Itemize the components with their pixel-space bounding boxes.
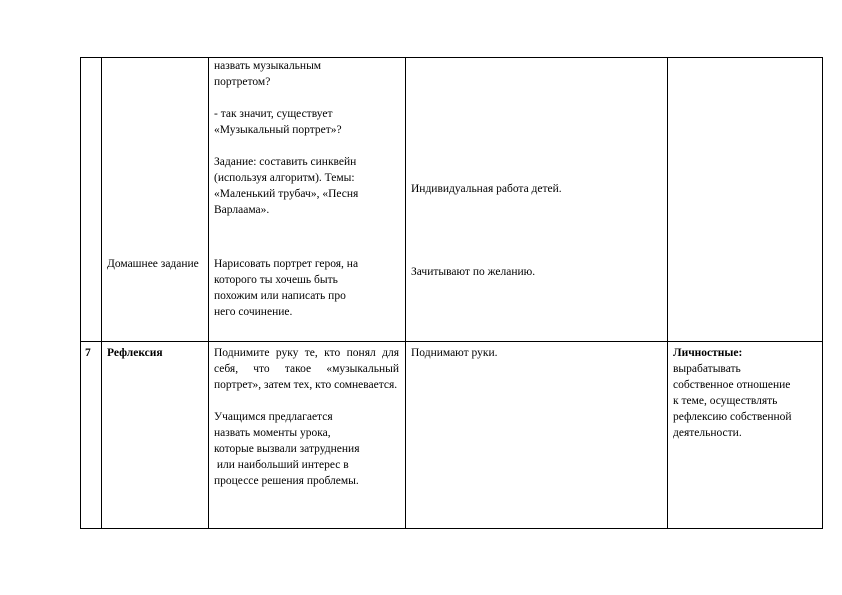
text-line: назвать музыкальным xyxy=(214,60,322,72)
stage-reflection-label: Рефлексия xyxy=(107,347,163,359)
student-reflection-text: Поднимают руки. xyxy=(411,347,498,359)
teacher-activity-cell xyxy=(209,58,406,342)
text-line: назвать моменты урока, xyxy=(214,427,331,439)
stage-homework-label: Домашнее задание xyxy=(107,258,199,270)
text-line: процессе решения проблемы. xyxy=(214,475,359,487)
text-line: которые вызвали затруднения xyxy=(214,443,360,455)
text-line: к теме, осуществлять xyxy=(673,395,778,407)
row-number: 7 xyxy=(85,347,91,359)
row-number-cell xyxy=(81,342,102,529)
teacher-reflection-text: Поднимите руку те, кто понял для себя, что такое «музыкальный портрет», затем тех, кто сомневается. xyxy=(214,347,399,391)
text-line: «Музыкальный портрет»? xyxy=(214,124,342,136)
outcomes-title: Личностные: xyxy=(673,347,743,359)
teacher-activity-cell xyxy=(209,342,406,529)
outcomes-text xyxy=(668,58,822,341)
row-number xyxy=(81,58,101,341)
text-line: Задание: составить синквейн xyxy=(214,156,357,168)
text-line: Варлаама». xyxy=(214,204,270,216)
text-line: Нарисовать портрет героя, на xyxy=(214,258,359,270)
text-line: него сочинение. xyxy=(214,306,293,318)
homework-text xyxy=(214,256,399,320)
student-activity-cell xyxy=(406,58,668,342)
text-line: «Маленький трубач», «Песня xyxy=(214,188,359,200)
outcomes-cell xyxy=(668,342,823,529)
text-line: или наибольший интерес в xyxy=(214,459,349,471)
stage-cell xyxy=(102,342,209,529)
teacher-reflection-task xyxy=(214,409,399,489)
text-line: похожим или написать про xyxy=(214,290,346,302)
table-row xyxy=(81,342,823,529)
text-line: вырабатывать xyxy=(673,363,741,375)
text-line: - так значит, существует xyxy=(214,108,333,120)
text-line: (используя алгоритм). Темы: xyxy=(214,172,355,184)
lesson-plan-table xyxy=(80,57,823,529)
text-line: Учащимся предлагается xyxy=(214,411,333,423)
text-line: деятельности. xyxy=(673,427,742,439)
student-homework-text: Зачитывают по желанию. xyxy=(411,266,536,278)
text-line: рефлексию собственной xyxy=(673,411,792,423)
student-task-text: Индивидуальная работа детей. xyxy=(411,183,562,195)
text-line: которого ты хочешь быть xyxy=(214,274,338,286)
text-line: собственное отношение xyxy=(673,379,791,391)
row-number-cell xyxy=(81,58,102,342)
student-activity-cell xyxy=(406,342,668,529)
stage-cell xyxy=(102,58,209,342)
text-line: портретом? xyxy=(214,76,271,88)
outcomes-cell xyxy=(668,58,823,342)
teacher-activity-text xyxy=(214,58,399,218)
table-row xyxy=(81,58,823,342)
